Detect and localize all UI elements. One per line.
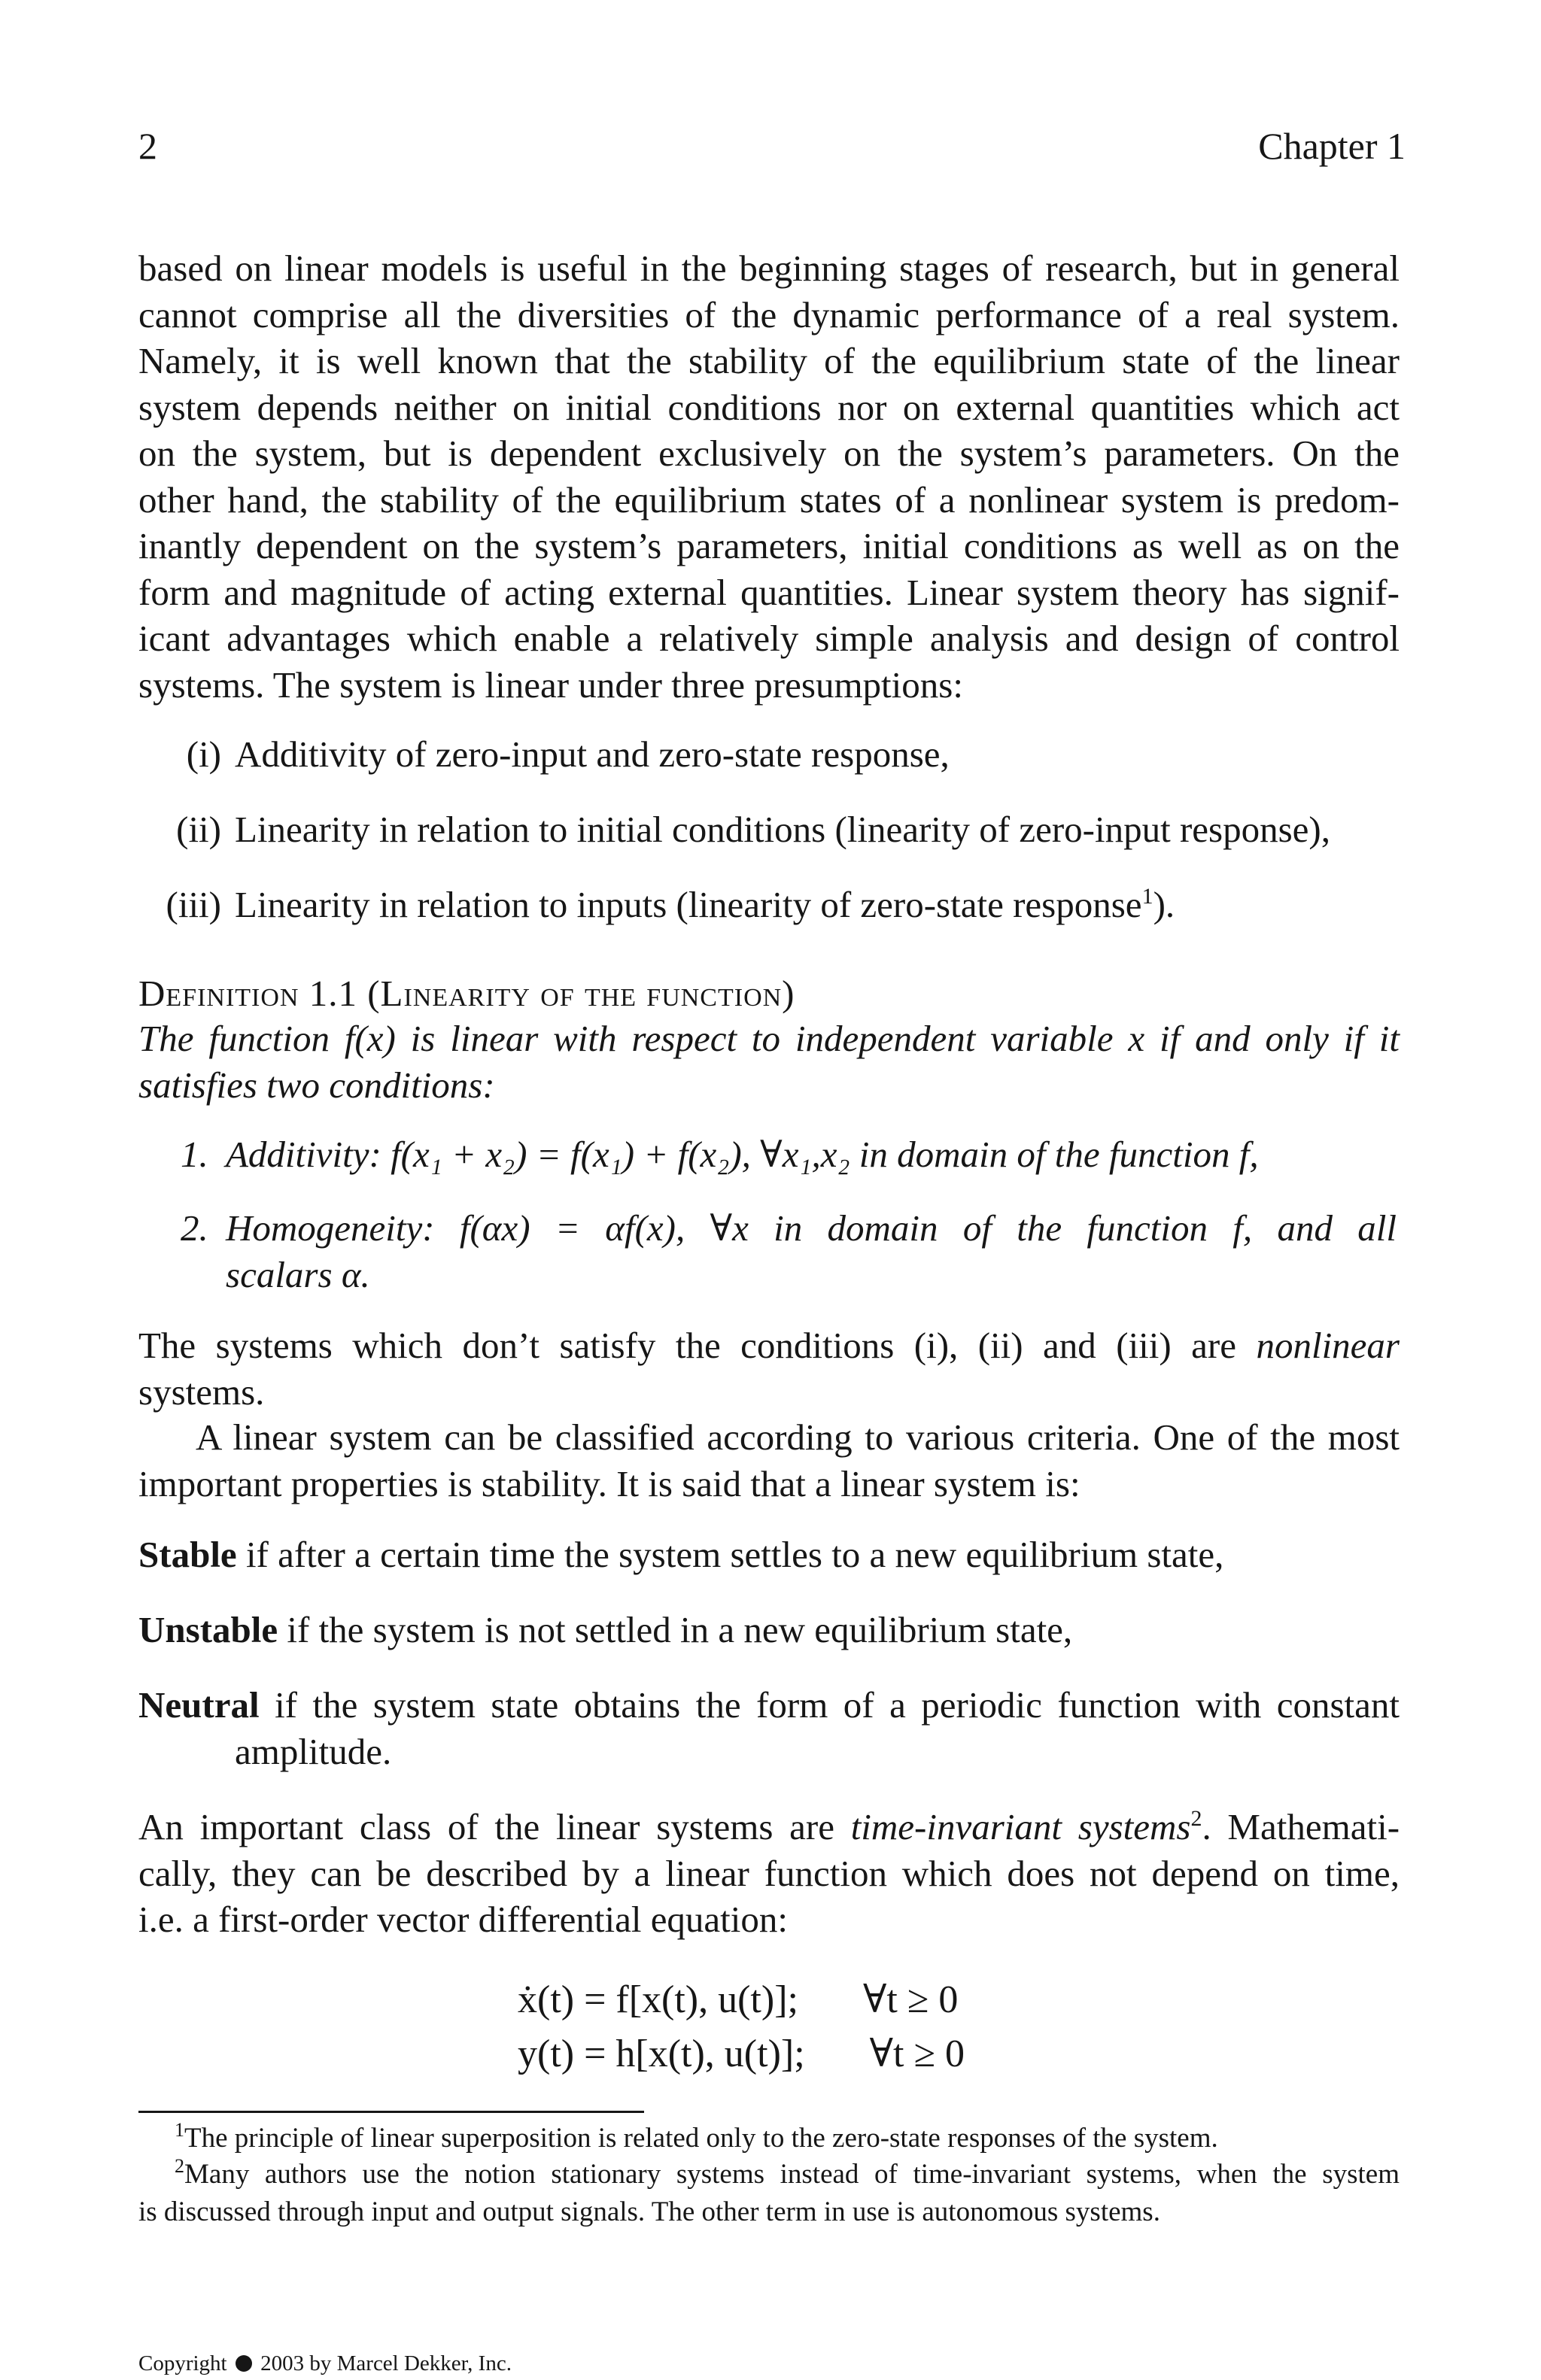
list-item-text (235, 882, 1175, 927)
condition-number: 2. (181, 1207, 208, 1249)
paragraph-line (138, 1804, 1400, 1850)
definition-label: Definition 1.1 (138, 973, 357, 1014)
paragraph-line: important properties is stability. It is said that a linear system is: (138, 1462, 1081, 1504)
condition-line: Homogeneity: f(αx) = αf(x), ∀x in domain of the function f, and all (226, 1207, 1397, 1249)
equation-body: ẋ(t) = f[x(t), u(t)]; (518, 1978, 798, 2021)
footnote-line (138, 2119, 1218, 2154)
definition-line: satisfies two conditions: (138, 1064, 495, 1106)
classification-paragraph (138, 1414, 1400, 1507)
paragraph-line: cally, they can be described by a linear function which does not depend on time, (138, 1852, 1400, 1894)
paragraph-line: systems. The system is linear under three presumptions: (138, 663, 963, 706)
definition-statement (138, 1015, 1400, 1109)
paragraph-line: on the system, but is dependent exclusively on the system’s parameters. On the (138, 433, 1400, 474)
term-neutral (138, 1682, 1400, 1775)
term-label: Stable (138, 1534, 237, 1575)
copyright-text: 2003 by Marcel Dekker, Inc. (260, 2351, 512, 2375)
equation-body: y(t) = h[x(t), u(t)]; (518, 2032, 805, 2075)
page-number: 2 (138, 125, 157, 167)
paragraph-line: Namely, it is well known that the stability of the equilibrium state of the linear (138, 340, 1400, 381)
footnote-2 (138, 2156, 1400, 2231)
list-item-number: (i) (186, 733, 221, 775)
paragraph-line: system depends neither on initial conditions nor on external quantities which act (138, 386, 1400, 428)
footnote-rule (138, 2111, 644, 2113)
paragraph-line: systems. (138, 1371, 265, 1413)
paragraph-line: inantly dependent on the system’s parameters, initial conditions as well as on the (138, 525, 1400, 566)
footnote-mark: 2 (1190, 1806, 1202, 1831)
paragraph-line: A linear system can be classified according to various criteria. One of the most (196, 1416, 1400, 1458)
term-line (138, 1682, 1400, 1729)
bullet-icon (236, 2355, 252, 2372)
paragraph-line: icant advantages which enable a relatively simple analysis and design of control (138, 618, 1400, 659)
copyright-notice (138, 2350, 512, 2377)
footnote-text: Many authors use the notion stationary systems instead of time-invariant systems, when the system (184, 2159, 1400, 2190)
paragraph-line: i.e. a first-order vector differential equation: (138, 1899, 789, 1940)
list-item-number: (ii) (176, 809, 221, 850)
footnote-line: is discussed through input and output signals. The other term in use is autonomous systems. (138, 2196, 1160, 2227)
term-continuation: amplitude. (235, 1731, 392, 1772)
time-invariant-paragraph (138, 1804, 1400, 1943)
paragraph-line: other hand, the stability of the equilibrium states of a nonlinear system is predom- (138, 478, 1400, 521)
footnote-line (138, 2156, 1400, 2193)
copyright-label: Copyright (138, 2351, 227, 2375)
paragraph-line: cannot comprise all the diversities of the dynamic performance of a real system. (138, 293, 1400, 335)
term-label: Neutral (138, 1684, 260, 1726)
presumptions-list (138, 731, 1400, 927)
output-equation (518, 2026, 965, 2082)
term-definition: if the system is not settled in a new equilibrium state, (287, 1609, 1073, 1650)
list-item-number: (iii) (166, 884, 221, 925)
paragraph-line: form and magnitude of acting external quantities. Linear system theory has signif- (138, 571, 1400, 613)
equation-condition: ∀t ≥ 0 (862, 1978, 959, 2021)
emphasis-text: time-invariant systems (850, 1806, 1191, 1847)
definition-title: (Linearity of the function) (367, 973, 795, 1014)
footnote-1 (138, 2120, 1400, 2157)
paragraph-line (138, 1322, 1400, 1369)
condition-line: scalars α. (226, 1254, 370, 1295)
paragraph-text: . Mathemati- (1202, 1806, 1400, 1847)
emphasis-text: nonlinear (1256, 1325, 1400, 1366)
term-definition: if the system state obtains the form of a periodic function with constant (275, 1684, 1400, 1726)
state-equation (518, 1972, 958, 2028)
equation-condition: ∀t ≥ 0 (869, 2032, 965, 2075)
list-item-text-main: Linearity in relation to inputs (linearity of zero-state response (235, 884, 1142, 925)
paragraph-text: An important class of the linear systems are (138, 1806, 834, 1847)
term-unstable (138, 1607, 1400, 1653)
footnote-mark: 1 (1141, 884, 1153, 909)
intro-paragraph (138, 245, 1400, 708)
condition-line: Additivity: f(x₁ + x₂) = f(x₁) + f(x₂), ∀x₁,x₂ in domain of the function f, (226, 1134, 1259, 1175)
term-stable (138, 1532, 1400, 1578)
list-item-text: Additivity of zero-input and zero-state response, (235, 733, 950, 775)
definition-conditions (181, 1131, 1400, 1297)
footnote-number: 1 (175, 2119, 184, 2141)
definition-heading (138, 970, 795, 1016)
list-item-text: Linearity in relation to initial conditions (linearity of zero-input response), (235, 809, 1330, 850)
term-definition: if after a certain time the system settles to a new equilibrium state, (245, 1534, 1224, 1575)
condition-text (226, 1205, 1397, 1298)
paragraph-line: based on linear models is useful in the beginning stages of research, but in general (138, 247, 1400, 289)
chapter-label: Chapter 1 (1258, 125, 1406, 167)
footnote-number: 2 (175, 2155, 184, 2177)
list-item-text-tail: ). (1153, 884, 1175, 925)
nonlinear-paragraph (138, 1322, 1400, 1415)
condition-number: 1. (181, 1134, 208, 1175)
term-label: Unstable (138, 1609, 278, 1650)
definition-line: The function f(x) is linear with respect to independent variable x if and only if it (138, 1018, 1400, 1059)
paragraph-text: The systems which don’t satisfy the conditions (i), (ii) and (iii) are (138, 1325, 1236, 1366)
footnote-text: The principle of linear superposition is related only to the zero-state responses of the system. (184, 2123, 1218, 2154)
condition-text (226, 1131, 1397, 1178)
